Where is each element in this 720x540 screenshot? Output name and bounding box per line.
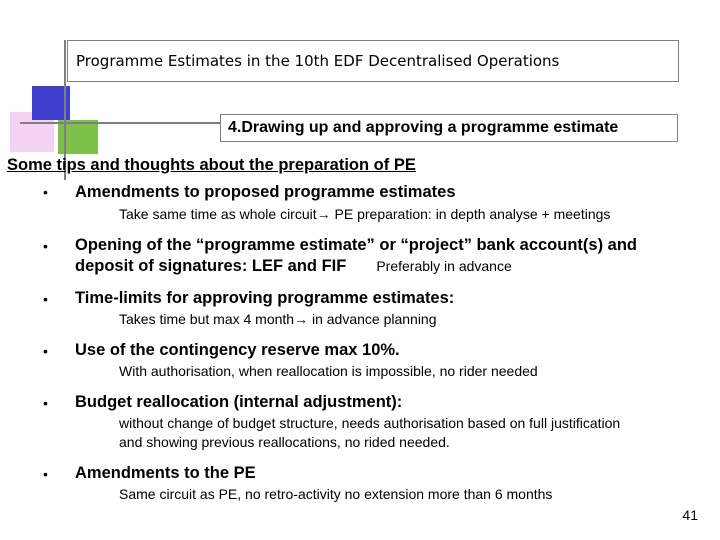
section-title: 4.Drawing up and approving a programme estimate (220, 114, 678, 142)
bullet-marker: • (43, 395, 48, 411)
bullet-marker: • (43, 466, 48, 482)
item-detail: Takes time but max 4 month→ in advance planning (119, 311, 437, 327)
bullet-marker: • (43, 343, 48, 359)
item-detail: Take same time as whole circuit→ PE preparation: in depth analyse + meetings (119, 206, 611, 222)
item-label: Budget reallocation (internal adjustment): (75, 393, 403, 411)
item-label: Use of the contingency reserve max 10%. (75, 341, 400, 359)
item-detail: without change of budget structure, needs authorisation based on full justification (119, 415, 621, 431)
item-label-line2: deposit of signatures: LEF and FIF (75, 257, 347, 275)
bullet-marker: • (43, 184, 48, 200)
item-label: Opening of the “programme estimate” or “project” bank account(s) and (75, 236, 637, 254)
item-label: Amendments to the PE (75, 464, 256, 482)
bullet-marker: • (43, 291, 48, 307)
item-label-continued (75, 257, 512, 276)
item-detail-continued: and showing previous reallocations, no rided needed. (119, 434, 450, 450)
slide-title: Programme Estimates in the 10th EDF Decentralised Operations (67, 40, 679, 82)
item-label: Amendments to proposed programme estimates (75, 183, 456, 201)
tips-heading: Some tips and thoughts about the preparation of PE (7, 156, 416, 174)
item-detail: Same circuit as PE, no retro-activity no extension more than 6 months (119, 486, 553, 502)
item-label: Time-limits for approving programme estimates: (75, 289, 455, 307)
item-detail: With authorisation, when reallocation is impossible, no rider needed (119, 363, 538, 379)
page-number: 41 (682, 507, 698, 523)
item-note: Preferably in advance (376, 258, 512, 274)
bullet-marker: • (43, 238, 48, 254)
